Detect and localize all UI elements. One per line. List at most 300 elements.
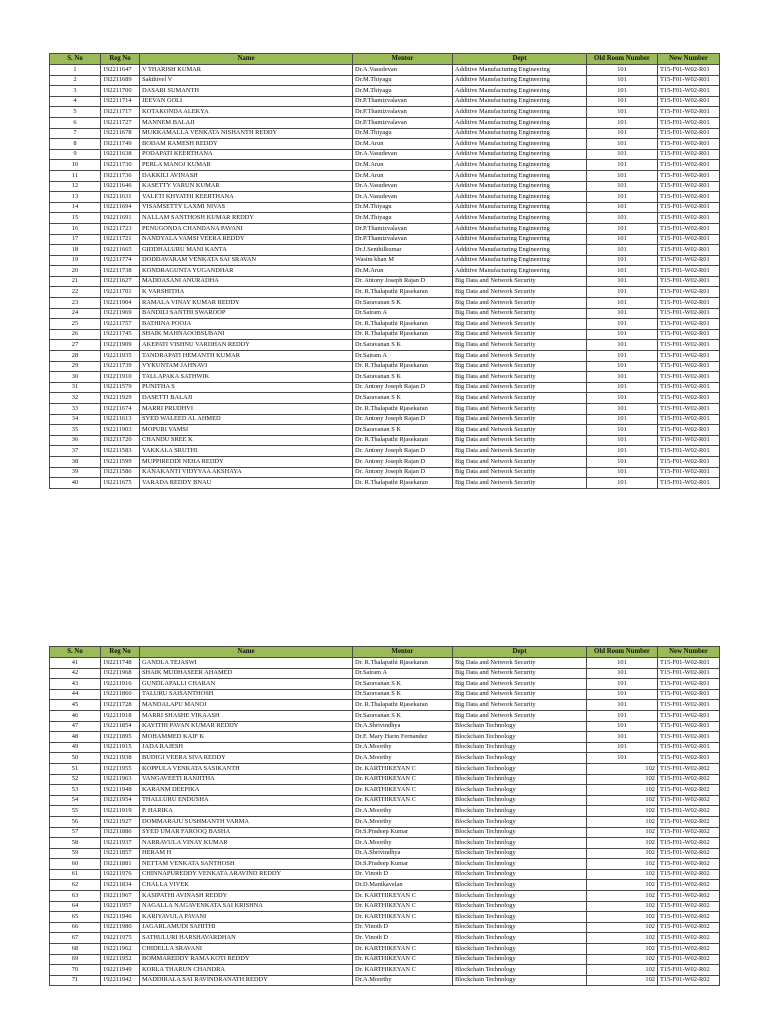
table-row (50, 774, 720, 785)
cell-sno: 68 (50, 944, 101, 955)
cell-new-number: T15-F01-W02-R01 (658, 404, 720, 415)
table-row (50, 213, 720, 224)
cell-dept: Blockchain Technology (453, 901, 587, 912)
cell-mentor: Dr. R.Thalapathi Rjasekaran (353, 478, 453, 489)
cell-sno: 27 (50, 340, 101, 351)
cell-dept: Big Data and Network Security (453, 340, 587, 351)
cell-name: NETTAM VENKATA SANTHOSH (140, 859, 353, 870)
table-row (50, 404, 720, 415)
cell-mentor: Dr.F. Mary Harin Fernandez (353, 732, 453, 743)
cell-dept: Big Data and Network Security (453, 382, 587, 393)
table-row (50, 763, 720, 774)
cell-dept: Additive Manufacturing Engineering (453, 107, 587, 118)
cell-old-room: 101 (587, 276, 658, 287)
cell-dept: Blockchain Technology (453, 922, 587, 933)
cell-old-room: 101 (587, 467, 658, 478)
cell-new-number: T15-F01-W02-R01 (658, 223, 720, 234)
header-name: Name (140, 54, 353, 65)
cell-name: JEEVAN GOLI (140, 96, 353, 107)
cell-new-number: T15-F01-W02-R01 (658, 732, 720, 743)
cell-new-number: T15-F01-W02-R01 (658, 668, 720, 679)
cell-dept: Big Data and Network Security (453, 276, 587, 287)
cell-old-room: 101 (587, 404, 658, 415)
cell-dept: Big Data and Network Security (453, 414, 587, 425)
cell-new-number: T15-F01-W02-R01 (658, 478, 720, 489)
table-row (50, 753, 720, 764)
cell-name: SHAIK MAHNAOOBSUBANI (140, 329, 353, 340)
cell-old-room: 101 (587, 266, 658, 277)
cell-sno: 28 (50, 351, 101, 362)
cell-old-room: 102 (587, 838, 658, 849)
cell-reg-no: 192211857 (101, 848, 140, 859)
cell-sno: 33 (50, 404, 101, 415)
cell-name: NARRAVULA VINAY KUMAR (140, 838, 353, 849)
cell-sno: 7 (50, 128, 101, 139)
cell-name: MANDALAPU MANOJ (140, 700, 353, 711)
cell-dept: Big Data and Network Security (453, 689, 587, 700)
cell-reg-no: 192211881 (101, 859, 140, 870)
cell-sno: 18 (50, 245, 101, 256)
cell-new-number: T15-F01-W02-R02 (658, 848, 720, 859)
cell-dept: Additive Manufacturing Engineering (453, 128, 587, 139)
cell-old-room: 102 (587, 891, 658, 902)
cell-sno: 34 (50, 414, 101, 425)
cell-old-room: 101 (587, 128, 658, 139)
cell-dept: Blockchain Technology (453, 954, 587, 965)
cell-sno: 39 (50, 467, 101, 478)
cell-dept: Big Data and Network Security (453, 710, 587, 721)
cell-dept: Blockchain Technology (453, 944, 587, 955)
cell-name: PUNITHA S (140, 382, 353, 393)
cell-new-number: T15-F01-W02-R02 (658, 954, 720, 965)
cell-dept: Blockchain Technology (453, 795, 587, 806)
cell-old-room: 101 (587, 732, 658, 743)
cell-sno: 21 (50, 276, 101, 287)
cell-sno: 63 (50, 891, 101, 902)
table-row (50, 170, 720, 181)
cell-name: VANGAVEETI RANJITHA (140, 774, 353, 785)
table-row (50, 869, 720, 880)
cell-reg-no: 192211938 (101, 753, 140, 764)
cell-old-room: 101 (587, 234, 658, 245)
cell-dept: Big Data and Network Security (453, 404, 587, 415)
cell-name: RAMALA VINAY KUMAR REDDY (140, 298, 353, 309)
cell-dept: Big Data and Network Security (453, 658, 587, 669)
cell-reg-no: 192211714 (101, 96, 140, 107)
cell-reg-no: 192211586 (101, 467, 140, 478)
table-row (50, 266, 720, 277)
cell-new-number: T15-F01-W02-R01 (658, 329, 720, 340)
cell-new-number: T15-F01-W02-R01 (658, 382, 720, 393)
cell-dept: Big Data and Network Security (453, 478, 587, 489)
cell-old-room: 102 (587, 774, 658, 785)
cell-dept: Big Data and Network Security (453, 467, 587, 478)
cell-new-number: T15-F01-W02-R01 (658, 393, 720, 404)
cell-dept: Additive Manufacturing Engineering (453, 75, 587, 86)
cell-mentor: Dr.Saravanan S K (353, 425, 453, 436)
cell-sno: 3 (50, 86, 101, 97)
cell-reg-no: 192211935 (101, 351, 140, 362)
cell-name: DOMMARAJU SUSHMANTH VARMA (140, 816, 353, 827)
cell-mentor: Dr. KARTHIKEYAN C (353, 954, 453, 965)
cell-sno: 65 (50, 912, 101, 923)
cell-old-room: 101 (587, 446, 658, 457)
cell-old-room: 101 (587, 65, 658, 76)
cell-old-room: 101 (587, 753, 658, 764)
cell-old-room: 101 (587, 710, 658, 721)
cell-mentor: Dr. KARTHIKEYAN C (353, 965, 453, 976)
cell-sno: 22 (50, 287, 101, 298)
cell-dept: Blockchain Technology (453, 774, 587, 785)
cell-name: JAGARLAMUDI SAHITHI (140, 922, 353, 933)
table-row (50, 467, 720, 478)
cell-old-room: 101 (587, 700, 658, 711)
cell-name: Sakthivel V (140, 75, 353, 86)
cell-mentor: Dr.A.Shrivindhya (353, 848, 453, 859)
cell-mentor: Dr. R.Thalapathi Rjasekaran (353, 658, 453, 669)
cell-dept: Additive Manufacturing Engineering (453, 86, 587, 97)
table-row (50, 414, 720, 425)
cell-mentor: Dr. R.Thalapathi Rjasekaran (353, 319, 453, 330)
cell-new-number: T15-F01-W02-R02 (658, 816, 720, 827)
table-row (50, 838, 720, 849)
cell-name: KARANM DEEPIKA (140, 785, 353, 796)
cell-reg-no: 192211915 (101, 742, 140, 753)
table-row (50, 75, 720, 86)
cell-mentor: Dr.Saravanan S K (353, 372, 453, 383)
cell-name: PENUGONDA CHANDANA PAVANI (140, 223, 353, 234)
cell-sno: 47 (50, 721, 101, 732)
cell-reg-no: 192211748 (101, 658, 140, 669)
cell-reg-no: 192211903 (101, 425, 140, 436)
cell-name: GUNDLAPALLI CHARAN (140, 679, 353, 690)
cell-reg-no: 192211730 (101, 160, 140, 171)
cell-sno: 53 (50, 785, 101, 796)
cell-new-number: T15-F01-W02-R01 (658, 753, 720, 764)
cell-new-number: T15-F01-W02-R01 (658, 658, 720, 669)
table-row (50, 848, 720, 859)
cell-new-number: T15-F01-W02-R01 (658, 128, 720, 139)
cell-sno: 45 (50, 700, 101, 711)
cell-sno: 38 (50, 456, 101, 467)
cell-name: BUDIGI VEERA SIVA REDDY (140, 753, 353, 764)
table-row (50, 901, 720, 912)
cell-new-number: T15-F01-W02-R01 (658, 456, 720, 467)
cell-sno: 31 (50, 382, 101, 393)
cell-sno: 41 (50, 658, 101, 669)
cell-new-number: T15-F01-W02-R01 (658, 65, 720, 76)
cell-name: SHAIK MUDHASEER AHAMED (140, 668, 353, 679)
cell-sno: 10 (50, 160, 101, 171)
cell-new-number: T15-F01-W02-R02 (658, 763, 720, 774)
cell-reg-no: 192211929 (101, 393, 140, 404)
cell-old-room: 102 (587, 869, 658, 880)
cell-dept: Big Data and Network Security (453, 372, 587, 383)
table-row (50, 139, 720, 150)
cell-dept: Big Data and Network Security (453, 361, 587, 372)
cell-dept: Big Data and Network Security (453, 425, 587, 436)
cell-name: DODDAVARAM VENKATA SAI SRAVAN (140, 255, 353, 266)
cell-dept: Additive Manufacturing Engineering (453, 266, 587, 277)
cell-new-number: T15-F01-W02-R01 (658, 149, 720, 160)
header-reg-no: Reg No (101, 647, 140, 658)
cell-sno: 64 (50, 901, 101, 912)
table-row (50, 372, 720, 383)
cell-reg-no: 192211919 (101, 806, 140, 817)
cell-old-room: 102 (587, 827, 658, 838)
cell-reg-no: 192211834 (101, 880, 140, 891)
cell-new-number: T15-F01-W02-R01 (658, 86, 720, 97)
cell-reg-no: 192211967 (101, 891, 140, 902)
cell-new-number: T15-F01-W02-R02 (658, 838, 720, 849)
cell-mentor: Dr. KARTHIKEYAN C (353, 944, 453, 955)
header-dept: Dept (453, 647, 587, 658)
cell-name: BANDILI SANTHI SWAROOP (140, 308, 353, 319)
cell-reg-no: 192211638 (101, 149, 140, 160)
cell-mentor: Dr.A.Vasudevan (353, 192, 453, 203)
cell-name: MUPPIREDDI NEHA REDDY (140, 456, 353, 467)
cell-new-number: T15-F01-W02-R01 (658, 234, 720, 245)
cell-old-room: 102 (587, 933, 658, 944)
header-mentor: Mentor (353, 54, 453, 65)
cell-sno: 26 (50, 329, 101, 340)
cell-dept: Big Data and Network Security (453, 319, 587, 330)
cell-reg-no: 192211727 (101, 117, 140, 128)
cell-sno: 16 (50, 223, 101, 234)
cell-sno: 32 (50, 393, 101, 404)
cell-old-room: 101 (587, 340, 658, 351)
cell-dept: Blockchain Technology (453, 838, 587, 849)
cell-name: VALETI KHYATHI KEERTHANA (140, 192, 353, 203)
cell-new-number: T15-F01-W02-R01 (658, 255, 720, 266)
cell-name: MOHAMMED KAIF K (140, 732, 353, 743)
cell-dept: Blockchain Technology (453, 721, 587, 732)
table-row (50, 795, 720, 806)
cell-mentor: Wasim khan M (353, 255, 453, 266)
cell-name: MARRI PRUDHVI (140, 404, 353, 415)
cell-new-number: T15-F01-W02-R01 (658, 245, 720, 256)
cell-mentor: Dr.A.Moorthy (353, 742, 453, 753)
cell-old-room: 101 (587, 86, 658, 97)
cell-mentor: Dr.M.Thiyagu (353, 128, 453, 139)
cell-sno: 54 (50, 795, 101, 806)
cell-new-number: T15-F01-W02-R02 (658, 933, 720, 944)
cell-new-number: T15-F01-W02-R01 (658, 467, 720, 478)
cell-old-room: 101 (587, 742, 658, 753)
cell-reg-no: 192211723 (101, 223, 140, 234)
table-row (50, 975, 720, 986)
cell-name: MADDIRALA SAI RAVINDRANATH REDDY (140, 975, 353, 986)
cell-name: MOPURI VAMSI (140, 425, 353, 436)
cell-mentor: Dr.Saravanan S K (353, 710, 453, 721)
cell-old-room: 102 (587, 859, 658, 870)
cell-sno: 36 (50, 435, 101, 446)
cell-old-room: 101 (587, 679, 658, 690)
table-row (50, 65, 720, 76)
cell-mentor: Dr.S.Pradeep Kumar (353, 827, 453, 838)
cell-mentor: Dr.M.Arun (353, 160, 453, 171)
cell-name: JADA RAJESH (140, 742, 353, 753)
cell-sno: 44 (50, 689, 101, 700)
cell-name: KORLA THARUN CHANDRA (140, 965, 353, 976)
cell-name: KASIPATHI AVINASH REDDY (140, 891, 353, 902)
cell-reg-no: 192211962 (101, 944, 140, 955)
cell-mentor: Dr. KARTHIKEYAN C (353, 901, 453, 912)
cell-sno: 49 (50, 742, 101, 753)
cell-mentor: Dr.D.Manikavelan (353, 880, 453, 891)
cell-old-room: 101 (587, 478, 658, 489)
cell-mentor: Dr.A.Vasudevan (353, 65, 453, 76)
cell-mentor: Dr.Saravanan S K (353, 340, 453, 351)
cell-old-room: 101 (587, 139, 658, 150)
cell-reg-no: 192211583 (101, 446, 140, 457)
cell-reg-no: 192211895 (101, 732, 140, 743)
cell-old-room: 101 (587, 361, 658, 372)
cell-reg-no: 192211976 (101, 869, 140, 880)
cell-new-number: T15-F01-W02-R02 (658, 869, 720, 880)
cell-dept: Additive Manufacturing Engineering (453, 139, 587, 150)
table-row (50, 679, 720, 690)
cell-new-number: T15-F01-W02-R01 (658, 435, 720, 446)
cell-name: BATHINA POOJA (140, 319, 353, 330)
cell-sno: 62 (50, 880, 101, 891)
cell-name: KOPPULA VENKATA SASIKANTH (140, 763, 353, 774)
cell-old-room: 101 (587, 213, 658, 224)
cell-name: THALLURU ENDUSHA (140, 795, 353, 806)
cell-name: DAKKILI AVINASH (140, 170, 353, 181)
cell-new-number: T15-F01-W02-R01 (658, 319, 720, 330)
table-row (50, 340, 720, 351)
table-row (50, 223, 720, 234)
cell-new-number: T15-F01-W02-R01 (658, 276, 720, 287)
cell-reg-no: 192211916 (101, 679, 140, 690)
cell-name: KAYITHI PAVAN KUMAR REDDY (140, 721, 353, 732)
cell-new-number: T15-F01-W02-R02 (658, 891, 720, 902)
cell-sno: 61 (50, 869, 101, 880)
cell-name: CHIDELLA SRAVANI (140, 944, 353, 955)
cell-dept: Blockchain Technology (453, 827, 587, 838)
table-row (50, 382, 720, 393)
cell-reg-no: 192211745 (101, 329, 140, 340)
cell-new-number: T15-F01-W02-R01 (658, 139, 720, 150)
cell-name: VYKUNTAM JAHNAVI (140, 361, 353, 372)
table-header (50, 54, 720, 65)
cell-sno: 11 (50, 170, 101, 181)
cell-new-number: T15-F01-W02-R01 (658, 721, 720, 732)
cell-reg-no: 192211955 (101, 763, 140, 774)
cell-sno: 58 (50, 838, 101, 849)
cell-sno: 8 (50, 139, 101, 150)
cell-dept: Blockchain Technology (453, 753, 587, 764)
cell-sno: 25 (50, 319, 101, 330)
cell-name: MUKKAMALLA VENKATA NISHANTH REDDY (140, 128, 353, 139)
cell-reg-no: 192211969 (101, 308, 140, 319)
cell-old-room: 101 (587, 75, 658, 86)
cell-new-number: T15-F01-W02-R01 (658, 351, 720, 362)
table-row (50, 806, 720, 817)
cell-dept: Big Data and Network Security (453, 308, 587, 319)
cell-dept: Blockchain Technology (453, 763, 587, 774)
cell-new-number: T15-F01-W02-R01 (658, 340, 720, 351)
cell-name: VARADA REDDY BNAU (140, 478, 353, 489)
cell-sno: 2 (50, 75, 101, 86)
cell-dept: Big Data and Network Security (453, 298, 587, 309)
cell-dept: Additive Manufacturing Engineering (453, 65, 587, 76)
cell-sno: 20 (50, 266, 101, 277)
table-row (50, 361, 720, 372)
cell-old-room: 102 (587, 975, 658, 986)
table-row (50, 816, 720, 827)
cell-mentor: Dr.Sairam A (353, 351, 453, 362)
cell-mentor: Dr.J.Senthilkumar (353, 245, 453, 256)
cell-name: DASETTI BALAJI (140, 393, 353, 404)
table-row (50, 276, 720, 287)
cell-name: P. HARIKA (140, 806, 353, 817)
cell-name: KOTAKONDA ALEKYA (140, 107, 353, 118)
table-row (50, 255, 720, 266)
cell-mentor: Dr.Saravanan S K (353, 298, 453, 309)
cell-old-room: 101 (587, 202, 658, 213)
cell-dept: Additive Manufacturing Engineering (453, 96, 587, 107)
cell-mentor: Dr.A.Moorthy (353, 806, 453, 817)
cell-reg-no: 192211631 (101, 192, 140, 203)
cell-dept: Big Data and Network Security (453, 351, 587, 362)
cell-mentor: Dr.S.Pradeep Kumar (353, 859, 453, 870)
cell-name: MANNEM BALAJI (140, 117, 353, 128)
cell-mentor: Dr.M.Arun (353, 139, 453, 150)
cell-mentor: Dr.M.Arun (353, 266, 453, 277)
cell-old-room: 101 (587, 319, 658, 330)
table-row (50, 658, 720, 669)
cell-new-number: T15-F01-W02-R01 (658, 372, 720, 383)
cell-name: CHALLA VIVEK (140, 880, 353, 891)
cell-old-room: 101 (587, 435, 658, 446)
cell-dept: Big Data and Network Security (453, 668, 587, 679)
cell-dept: Additive Manufacturing Engineering (453, 149, 587, 160)
cell-new-number: T15-F01-W02-R02 (658, 827, 720, 838)
cell-reg-no: 192211646 (101, 181, 140, 192)
cell-new-number: T15-F01-W02-R01 (658, 446, 720, 457)
cell-reg-no: 192211749 (101, 139, 140, 150)
cell-old-room: 101 (587, 298, 658, 309)
cell-sno: 71 (50, 975, 101, 986)
cell-new-number: T15-F01-W02-R02 (658, 774, 720, 785)
cell-name: NANDYALA VAMSI VEERA REDDY (140, 234, 353, 245)
cell-new-number: T15-F01-W02-R01 (658, 160, 720, 171)
cell-reg-no: 192211691 (101, 213, 140, 224)
header-mentor: Mentor (353, 647, 453, 658)
cell-dept: Blockchain Technology (453, 869, 587, 880)
cell-sno: 57 (50, 827, 101, 838)
cell-reg-no: 192211694 (101, 202, 140, 213)
cell-sno: 29 (50, 361, 101, 372)
cell-dept: Blockchain Technology (453, 816, 587, 827)
cell-reg-no: 192211579 (101, 382, 140, 393)
cell-mentor: Dr. R.Thalapathi Rjasekaran (353, 329, 453, 340)
cell-old-room: 102 (587, 880, 658, 891)
cell-new-number: T15-F01-W02-R01 (658, 700, 720, 711)
table-row (50, 149, 720, 160)
cell-dept: Additive Manufacturing Engineering (453, 181, 587, 192)
table-row (50, 721, 720, 732)
cell-dept: Blockchain Technology (453, 806, 587, 817)
table-row (50, 117, 720, 128)
header-reg-no: Reg No (101, 54, 140, 65)
table-row (50, 742, 720, 753)
cell-old-room: 101 (587, 117, 658, 128)
cell-dept: Additive Manufacturing Engineering (453, 223, 587, 234)
table-row (50, 446, 720, 457)
